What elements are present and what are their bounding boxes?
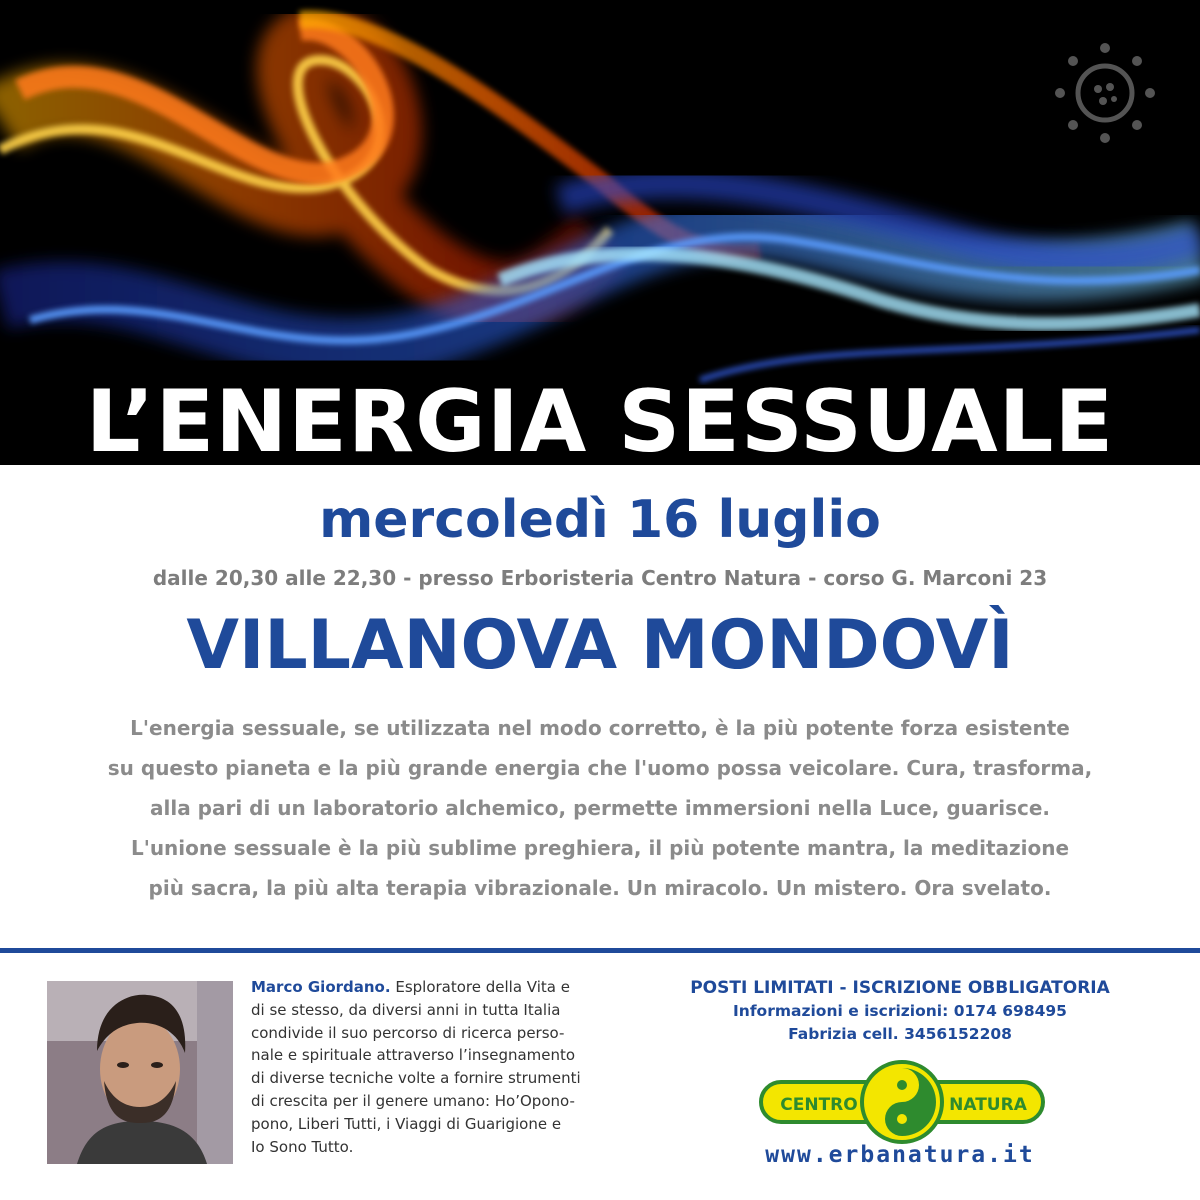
centro-natura-logo bbox=[757, 1060, 1047, 1144]
sun-face-icon bbox=[1055, 43, 1155, 143]
registration-contact: Fabrizia cell. 3456152208 bbox=[788, 1025, 1012, 1043]
bio-line: condivide il suo percorso di ricerca perso- bbox=[251, 1023, 565, 1042]
bio-line: Io Sono Tutto. bbox=[251, 1137, 354, 1156]
speaker-bio bbox=[251, 976, 616, 1158]
event-city: VILLANOVA MONDOVÌ bbox=[186, 606, 1014, 685]
registration-info bbox=[650, 976, 1150, 1046]
event-title: L’ENERGIA SESSUALE bbox=[85, 372, 1115, 472]
event-details: dalle 20,30 alle 22,30 - presso Erboristeria Centro Natura - corso G. Marconi 23 bbox=[152, 566, 1048, 590]
registration-phone: Informazioni e iscrizioni: 0174 698495 bbox=[733, 1002, 1067, 1020]
section-divider bbox=[0, 948, 1200, 953]
description-line: alla pari di un laboratorio alchemico, permette immersioni nella Luce, guarisce. bbox=[149, 796, 1051, 820]
logo-text-left: CENTRO bbox=[780, 1095, 858, 1115]
bio-line bbox=[251, 976, 616, 999]
bio-line: di diverse tecniche volte a fornire strumenti bbox=[251, 1069, 581, 1088]
speaker-photo bbox=[47, 981, 233, 1164]
speaker-name: Marco Giordano. bbox=[251, 978, 391, 996]
description-line: L'energia sessuale, se utilizzata nel modo corretto, è la più potente forza esistente bbox=[130, 716, 1070, 740]
registration-headline: POSTI LIMITATI - ISCRIZIONE OBBLIGATORIA bbox=[690, 978, 1110, 998]
bio-line: di crescita per il genere umano: Ho’Opono- bbox=[251, 1091, 575, 1110]
description-line: su questo pianeta e la più grande energia che l'uomo possa veicolare. Cura, trasforma, bbox=[107, 756, 1093, 780]
bio-text: Esploratore della Vita e bbox=[390, 978, 570, 996]
description-line: più sacra, la più alta terapia vibrazionale. Un miracolo. Un mistero. Ora svelato. bbox=[148, 876, 1052, 900]
bio-line: pono, Liberi Tutti, i Viaggi di Guarigione e bbox=[251, 1114, 562, 1133]
description-line: L'unione sessuale è la più sublime preghiera, il più potente mantra, la meditazione bbox=[130, 836, 1070, 860]
website-link[interactable]: www.erbanatura.it bbox=[765, 1142, 1035, 1168]
logo-text-right: NATURA bbox=[949, 1095, 1027, 1115]
event-date: mercoledì 16 luglio bbox=[319, 490, 881, 550]
bio-line: nale e spirituale attraverso l’insegnamento bbox=[251, 1046, 576, 1065]
bio-line: di se stesso, da diversi anni in tutta Italia bbox=[251, 1000, 561, 1019]
yin-yang-icon bbox=[862, 1062, 942, 1142]
event-description bbox=[50, 708, 1150, 908]
